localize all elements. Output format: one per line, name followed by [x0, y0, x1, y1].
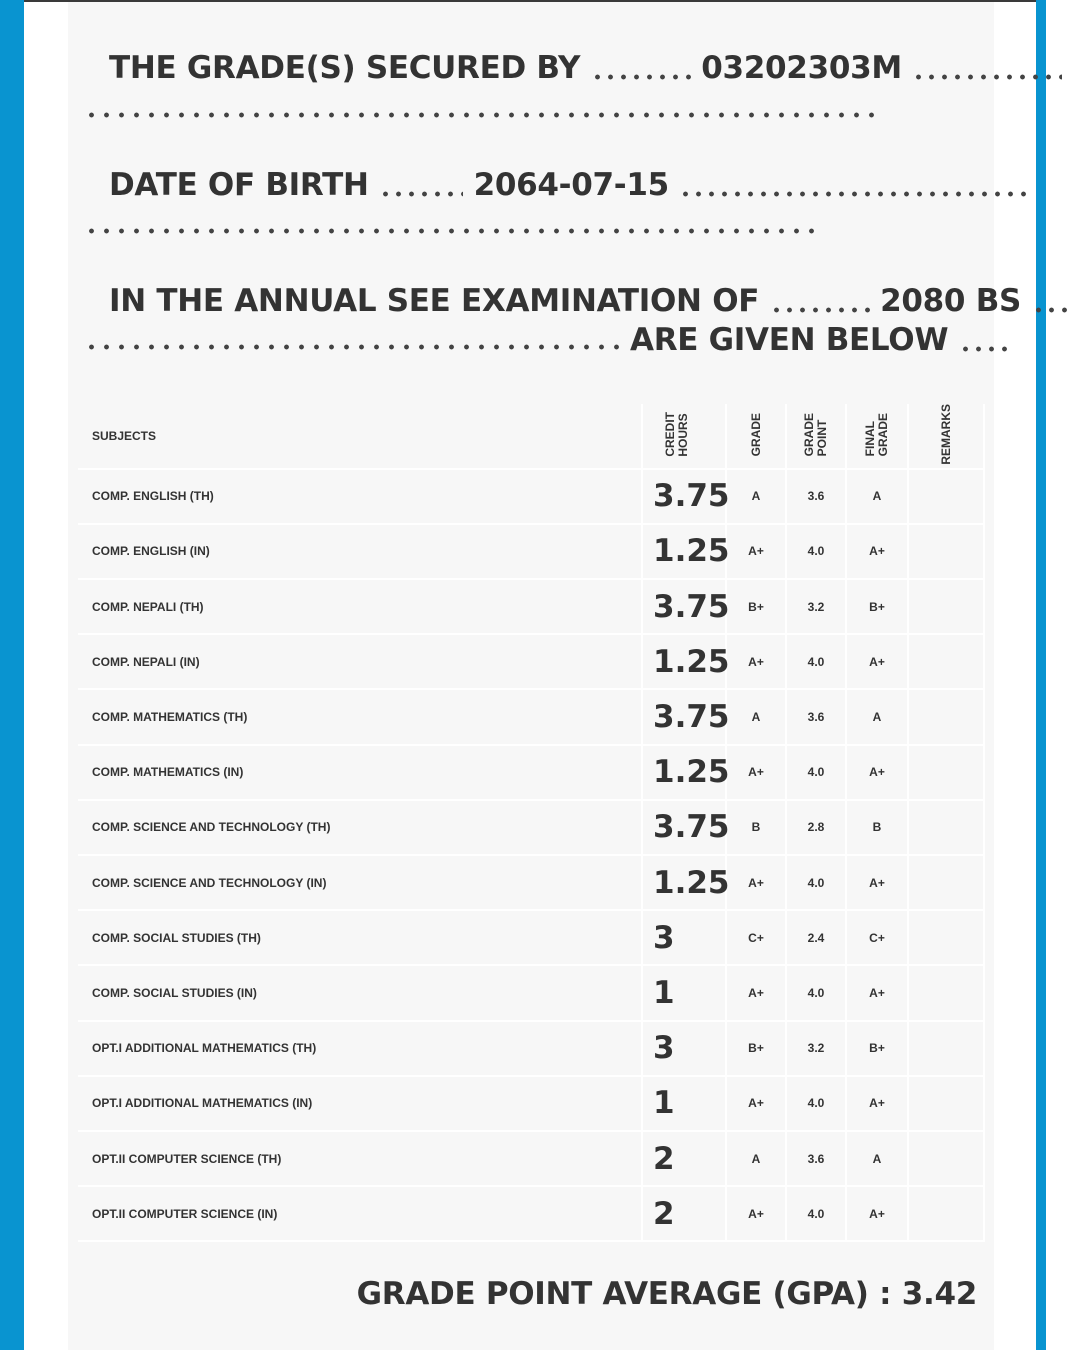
gpa-line	[357, 1276, 977, 1312]
grade-point-cell: 4.0	[786, 524, 846, 579]
dotted-line	[84, 226, 824, 236]
header-grade: GRADE	[726, 404, 786, 469]
subject-cell: COMP. SCIENCE AND TECHNOLOGY (IN)	[78, 855, 642, 910]
remarks-cell	[908, 1076, 984, 1131]
credit-hours-cell: 1.25	[642, 634, 726, 689]
credit-hours-cell: 3.75	[642, 689, 726, 744]
subject-cell: OPT.I ADDITIONAL MATHEMATICS (TH)	[78, 1021, 642, 1076]
grade-cell: A+	[726, 965, 786, 1020]
grade-point-cell: 4.0	[786, 1186, 846, 1241]
remarks-cell	[908, 745, 984, 800]
grade-point-cell: 2.8	[786, 800, 846, 855]
grade-point-cell: 3.2	[786, 1021, 846, 1076]
grade-cell: A+	[726, 1186, 786, 1241]
table-row	[78, 524, 984, 579]
final-grade-cell: A+	[846, 965, 908, 1020]
subject-cell: OPT.I ADDITIONAL MATHEMATICS (IN)	[78, 1076, 642, 1131]
given-below-text: ARE GIVEN BELOW	[630, 322, 949, 358]
exam-line	[109, 283, 1022, 319]
table-row	[78, 1021, 984, 1076]
final-grade-cell: A	[846, 689, 908, 744]
credit-hours-cell: 3.75	[642, 800, 726, 855]
table-header-row	[78, 404, 984, 469]
table-row	[78, 1131, 984, 1186]
grade-cell: A+	[726, 855, 786, 910]
credit-hours-cell: 3.75	[642, 469, 726, 524]
grade-point-cell: 4.0	[786, 1076, 846, 1131]
final-grade-cell: A+	[846, 855, 908, 910]
credit-hours-cell: 2	[642, 1131, 726, 1186]
final-grade-cell: B+	[846, 1021, 908, 1076]
subject-cell: OPT.II COMPUTER SCIENCE (TH)	[78, 1131, 642, 1186]
exam-label: IN THE ANNUAL SEE EXAMINATION OF	[109, 283, 760, 319]
credit-hours-cell: 1	[642, 1076, 726, 1131]
subject-cell: COMP. NEPALI (IN)	[78, 634, 642, 689]
symbol-number: 03202303M	[701, 50, 902, 86]
remarks-cell	[908, 579, 984, 634]
credit-hours-cell: 1.25	[642, 855, 726, 910]
dotted-line	[84, 110, 874, 120]
gpa-value: 3.42	[901, 1276, 977, 1312]
dotted-line	[84, 342, 629, 352]
remarks-cell	[908, 855, 984, 910]
remarks-cell	[908, 965, 984, 1020]
dob-line	[109, 167, 969, 203]
grade-cell: A+	[726, 745, 786, 800]
grade-point-cell: 4.0	[786, 965, 846, 1020]
credit-hours-cell: 3.75	[642, 579, 726, 634]
gpa-label: GRADE POINT AVERAGE (GPA) :	[356, 1276, 892, 1312]
dot-leader	[679, 190, 1029, 198]
table-row	[78, 800, 984, 855]
dot-leader	[770, 306, 870, 314]
table-row	[78, 745, 984, 800]
remarks-cell	[908, 1021, 984, 1076]
credit-hours-cell: 1.25	[642, 745, 726, 800]
grades-table	[78, 404, 985, 1242]
table-row	[78, 689, 984, 744]
table-row	[78, 1186, 984, 1241]
header-final-grade: FINAL GRADE	[846, 404, 908, 469]
table-row	[78, 1076, 984, 1131]
table-row	[78, 855, 984, 910]
grade-cell: A	[726, 689, 786, 744]
grade-cell: B+	[726, 579, 786, 634]
dob-label: DATE OF BIRTH	[109, 167, 369, 203]
dot-leader	[912, 73, 1062, 81]
grade-point-cell: 2.4	[786, 910, 846, 965]
final-grade-cell: A	[846, 469, 908, 524]
subject-cell: COMP. SOCIAL STUDIES (TH)	[78, 910, 642, 965]
remarks-cell	[908, 800, 984, 855]
final-grade-cell: B	[846, 800, 908, 855]
credit-hours-cell: 2	[642, 1186, 726, 1241]
dot-leader	[959, 345, 1009, 353]
grade-cell: B+	[726, 1021, 786, 1076]
subject-cell: OPT.II COMPUTER SCIENCE (IN)	[78, 1186, 642, 1241]
subject-cell: COMP. ENGLISH (IN)	[78, 524, 642, 579]
remarks-cell	[908, 1131, 984, 1186]
right-accent-bar	[1036, 0, 1046, 1350]
credit-hours-cell: 3	[642, 1021, 726, 1076]
remarks-cell	[908, 689, 984, 744]
remarks-cell	[908, 469, 984, 524]
final-grade-cell: A+	[846, 524, 908, 579]
credit-hours-cell: 1.25	[642, 524, 726, 579]
subject-cell: COMP. SCIENCE AND TECHNOLOGY (TH)	[78, 800, 642, 855]
grade-cell: A	[726, 469, 786, 524]
final-grade-cell: C+	[846, 910, 908, 965]
exam-year: 2080 BS	[880, 283, 1022, 319]
grade-cell: B	[726, 800, 786, 855]
remarks-cell	[908, 910, 984, 965]
final-grade-cell: B+	[846, 579, 908, 634]
table-row	[78, 910, 984, 965]
grade-point-cell: 4.0	[786, 855, 846, 910]
table-row	[78, 579, 984, 634]
grade-point-cell: 4.0	[786, 634, 846, 689]
subject-cell: COMP. NEPALI (TH)	[78, 579, 642, 634]
final-grade-cell: A+	[846, 745, 908, 800]
grade-point-cell: 3.6	[786, 689, 846, 744]
dot-leader	[379, 190, 463, 198]
dob-value: 2064-07-15	[473, 167, 669, 203]
final-grade-cell: A+	[846, 1076, 908, 1131]
header-remarks: REMARKS	[908, 404, 984, 469]
grade-cell: A+	[726, 524, 786, 579]
grade-cell: A+	[726, 634, 786, 689]
subject-cell: COMP. MATHEMATICS (TH)	[78, 689, 642, 744]
grade-point-cell: 4.0	[786, 745, 846, 800]
left-accent-bar	[0, 0, 24, 1350]
dot-leader	[1032, 306, 1068, 314]
grade-cell: A	[726, 1131, 786, 1186]
grade-point-cell: 3.2	[786, 579, 846, 634]
credit-hours-cell: 1	[642, 965, 726, 1020]
dot-leader	[591, 73, 691, 81]
final-grade-cell: A	[846, 1131, 908, 1186]
remarks-cell	[908, 1186, 984, 1241]
final-grade-cell: A+	[846, 1186, 908, 1241]
table-row	[78, 469, 984, 524]
remarks-cell	[908, 634, 984, 689]
given-below-line	[630, 322, 970, 358]
subject-cell: COMP. MATHEMATICS (IN)	[78, 745, 642, 800]
remarks-cell	[908, 524, 984, 579]
table-row	[78, 634, 984, 689]
grade-cell: C+	[726, 910, 786, 965]
credit-hours-cell: 3	[642, 910, 726, 965]
final-grade-cell: A+	[846, 634, 908, 689]
secured-by-label: THE GRADE(S) SECURED BY	[109, 50, 581, 86]
table-row	[78, 965, 984, 1020]
header-credit-hours: CREDIT HOURS	[642, 404, 726, 469]
header-grade-point: GRADE POINT	[786, 404, 846, 469]
subject-cell: COMP. SOCIAL STUDIES (IN)	[78, 965, 642, 1020]
grade-cell: A+	[726, 1076, 786, 1131]
grade-point-cell: 3.6	[786, 469, 846, 524]
subject-cell: COMP. ENGLISH (TH)	[78, 469, 642, 524]
header-subjects: SUBJECTS	[78, 404, 642, 469]
grade-point-cell: 3.6	[786, 1131, 846, 1186]
secured-by-line	[109, 50, 979, 86]
